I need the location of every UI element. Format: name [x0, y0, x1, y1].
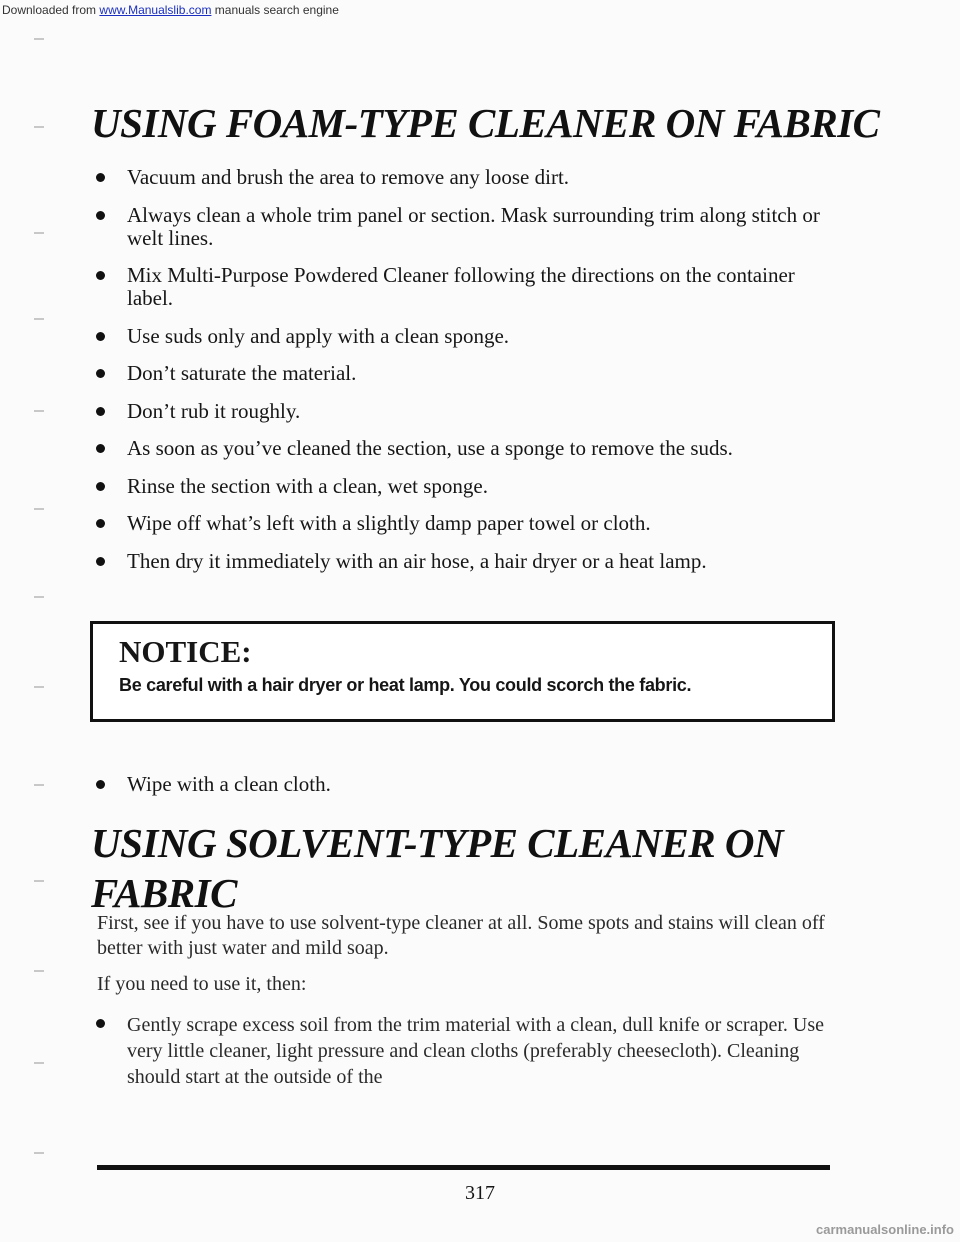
- step-text: Wipe with a clean cloth.: [127, 772, 331, 796]
- bullet-icon: [96, 557, 105, 566]
- step-text: Rinse the section with a clean, wet sponge.: [127, 473, 488, 498]
- list-item: [96, 550, 836, 573]
- margin-mark: [34, 880, 44, 882]
- list-item: [96, 475, 836, 498]
- step-text: Gently scrape excess soil from the trim material with a clean, dull knife or scraper. Use very little cleaner, light pressure and clean cloths (preferably cheesecloth). Cleaning should start at the outside of the: [127, 1014, 824, 1088]
- list-item: [96, 437, 836, 460]
- step-text: Then dry it immediately with an air hose, a hair dryer or a heat lamp.: [127, 548, 707, 573]
- manualslib-link[interactable]: www.Manualslib.com: [99, 3, 212, 17]
- bullet-icon: [96, 173, 105, 182]
- notice-box: [90, 621, 835, 722]
- margin-mark: [34, 1152, 44, 1154]
- list-item: [96, 400, 836, 423]
- step-text: Use suds only and apply with a clean sponge.: [127, 323, 510, 348]
- step-text: Don’t rub it roughly.: [127, 398, 301, 423]
- step-text: Mix Multi-Purpose Powdered Cleaner following the directions on the container label.: [127, 263, 795, 310]
- solvent-condition-paragraph: If you need to use it, then:: [97, 973, 307, 995]
- foam-final-step: [96, 773, 836, 796]
- step-text: Wipe off what’s left with a slightly damp paper towel or cloth.: [127, 511, 651, 535]
- margin-mark: [34, 318, 44, 320]
- section-heading-solvent: USING SOLVENT-TYPE CLEANER ON FABRIC: [91, 820, 784, 916]
- solvent-intro-paragraph: First, see if you have to use solvent-type cleaner at all. Some spots and stains will clean off better with just water and mild soap.: [97, 912, 825, 959]
- download-source-bar: [0, 0, 960, 22]
- margin-mark: [34, 596, 44, 598]
- list-item: [96, 1012, 836, 1090]
- download-prefix: Downloaded from: [2, 3, 97, 17]
- bullet-icon: [96, 211, 105, 220]
- bullet-icon: [96, 332, 105, 341]
- margin-mark: [34, 38, 44, 40]
- bullet-icon: [96, 271, 105, 280]
- margin-mark: [34, 784, 44, 786]
- page-number: 317: [465, 1182, 495, 1204]
- footer-rule: [97, 1165, 830, 1170]
- list-item: [96, 204, 836, 250]
- bullet-icon: [96, 519, 105, 528]
- margin-mark: [34, 1062, 44, 1064]
- download-suffix: manuals search engine: [214, 3, 339, 17]
- margin-mark: [34, 410, 44, 412]
- section-heading-foam: USING FOAM-TYPE CLEANER ON FABRIC: [91, 100, 880, 146]
- list-item: [96, 325, 836, 348]
- bullet-icon: [96, 1019, 105, 1028]
- list-item: [96, 264, 836, 310]
- margin-mark: [34, 232, 44, 234]
- list-item: [96, 773, 836, 796]
- notice-title: NOTICE:: [119, 634, 252, 669]
- solvent-steps-list: [96, 1012, 836, 1090]
- step-text: Don’t saturate the material.: [127, 361, 357, 385]
- margin-mark: [34, 686, 44, 688]
- margin-mark: [34, 970, 44, 972]
- foam-steps-list: [96, 166, 836, 587]
- bullet-icon: [96, 482, 105, 491]
- notice-text: Be careful with a hair dryer or heat lamp. You could scorch the fabric.: [119, 675, 692, 695]
- step-text: Vacuum and brush the area to remove any loose dirt.: [127, 165, 570, 189]
- step-text: As soon as you’ve cleaned the section, use a sponge to remove the suds.: [127, 436, 733, 460]
- list-item: [96, 166, 836, 189]
- margin-mark: [34, 126, 44, 128]
- margin-mark: [34, 508, 44, 510]
- list-item: [96, 512, 836, 535]
- watermark-text: carmanualsonline.info: [816, 1222, 954, 1237]
- bullet-icon: [96, 407, 105, 416]
- list-item: [96, 362, 836, 385]
- bullet-icon: [96, 780, 105, 789]
- step-text: Always clean a whole trim panel or section. Mask surrounding trim along stitch or welt lines.: [127, 202, 820, 250]
- bullet-icon: [96, 444, 105, 453]
- bullet-icon: [96, 369, 105, 378]
